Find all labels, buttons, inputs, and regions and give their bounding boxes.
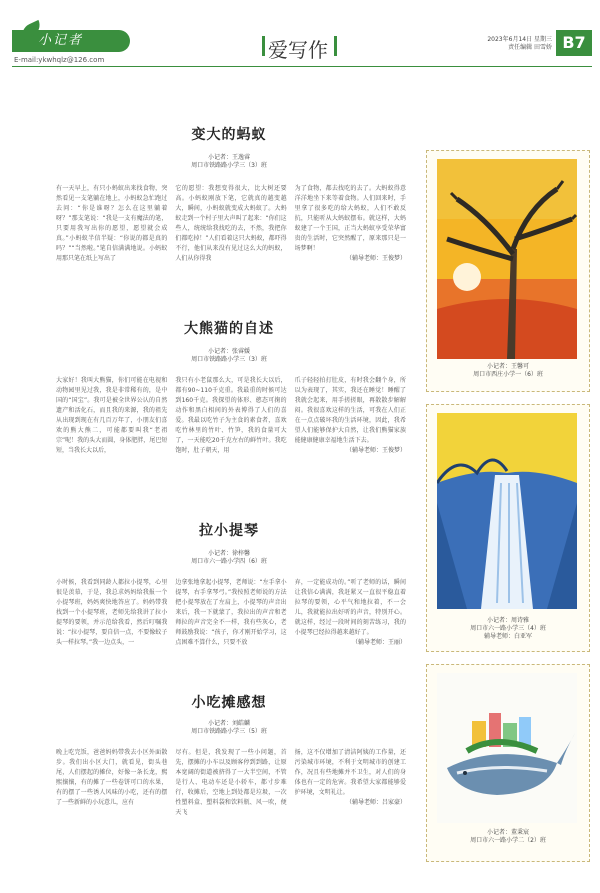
page-number: B7 [556,30,592,56]
article-column: 有一天早上，有只小蚂蚁出来找食物，突然看见一支笔躺在地上，小蚂蚁急忙跑过去问：“你是谁呀？怎么在这里躺着呀？”那支笔说：“我是一支有魔法的笔，只要用我写出你的愿望，愿望就会成真。”小蚂蚁半信半疑：“你说的都是真的吗？”“当然啦。”笔自信满满地说。小蚂蚁用那只笔在纸上写出了 [56,185,168,262]
article-school: 周口市铁路路小学三（3）班 [191,356,267,363]
artwork-frame [426,404,590,652]
article-reporter: 小记者：徐梓馨 [207,550,250,557]
article-school: 周口市铁路路小学三（3）班 [191,162,267,169]
article-column: 我只有小老鼠那么大，可是我长大以后，都有90~110千克重。我最重的时候可达到160千克。我探望的体形、憨态可掬的动作和黑白相间的外表博得了人们的喜爱。我最以吃竹子为主食的素食者，喜欢吃竹林里的竹叶、竹笋，我的食量可大了，一天能吃20千克左右的鲜竹叶。我吃饱时，肚子朝天，用 [175,377,287,454]
article-column: 它的愿望：我想变得很大，比大树还要高。小蚂蚁刚放下笔，它就真的越变越大，瞬间，小蚂蚁就变成大蚂蚁了。大蚂蚁走到一个村子里大声叫了起来：“你们这些人，统统给我找吃的去，不然，我把你们都吃掉！”人们看着这只大蚂蚁，都吓得不行，他们从来没有见过这么大的蚂蚁，人们从你得我 [175,185,287,262]
article-reporter: 小记者：王逸睿 [207,154,250,161]
artwork-school: 周口市六一路小学三（4）班 [470,625,546,632]
article-tutor: （辅导老师：王丽） [351,639,406,646]
article-title: 拉小提琴 [199,523,259,539]
article-column: 尽有。但是，我发现了一些小问题，首先，摆摊的小车以及顾客停到到路，让原本宽阔的街道被挤得了一大半空间，不管是行人、电动车还是小轿车，都寸步难行，收摊后，空地上到处都是垃圾，一次性塑料盒、塑料袋和饮料瓶、风一吹，便天飞 [175,749,287,816]
header-rule [12,66,592,67]
article-body [56,748,406,870]
article-tutor: （辅导老师：吕家豪） [345,799,406,806]
article-column: 弃，一定能成功的。”听了老师的话，瞬间让我信心满满，我赶紧又一直很平稳直着拉琴的要领，心平气和地拉着，不一会儿，我就能拉出好听的声音，特别开心。就这样，经过一段时间的刻苦练习，我的小提琴已经拉得越来越好了。 （辅导老师：王丽） [294,579,406,646]
article-school: 周口市六一路小学四（6）班 [191,558,267,565]
artwork-frame [426,150,590,392]
artwork-reporter: 小记者：董秉宸 [486,829,529,836]
article-body [56,184,406,294]
article-column: 扬，这不仅增加了清洁阿姨的工作量，还污染城市环境，不利于文明城市的创建工作，况且有些地摊并不卫生，对人们的身体也有一定的危害。我希望大家都能够爱护环境，文明礼让。 （辅导老师：吕家豪） [294,749,406,806]
article-body [56,376,406,506]
artwork-reporter: 小记者：王馨可 [486,363,529,370]
brand-title: 小记者 [38,33,84,48]
article-school: 周口市铁路路小学三（5）班 [191,728,267,735]
article-tutor: （辅导老师：王俊梦） [345,255,406,262]
artwork-school: 周口市西庄小学一（6）班 [473,371,543,378]
section-bar-left [262,36,265,56]
artwork-frame [426,664,590,862]
section-bar-right [334,36,337,56]
article-column: 边拿张地拿起小提琴，老师说：“左手拿小提琴，右手拿琴弓。”我按照老师说的方法把小提琴放在了左肩上，小提琴的声音出来后，我一下就蒙了，我拉出的声音和老师拉的声音完全不一样，我有些灰心，老师鼓励我说：“孩子，你才刚开始学习，这点困难不算什么，只要不放 [175,579,287,646]
article-title: 变大的蚂蚁 [191,127,267,143]
article-column: 大家好！我叫大熊猫，你们可能在电视和动物园里见过我，我是非常稀有的，是中国的“国宝”。我可是被全世界公认的自然遗产和活化石，而且我的来源，我的祖先从出现到现在有几百万年了，小朋友们喜欢的熊大熊二，可能都要叫我“老祖宗”呢！我的头大而圆，身体肥胖，尾巴短短，当我长大以后， [56,377,168,454]
artwork-reporter: 小记者：周诗雅 [486,617,529,624]
waterfall-painting [437,413,577,609]
contact-email[interactable]: E-mail:ykwhqlz@126.com [14,56,105,64]
issue-info [430,36,552,52]
article-body [56,578,406,708]
article-column: 为了食物，都去找吃的去了。大蚂蚁得意洋洋地坐下来等着食物。人们回来时，手里拿了很多吃的给大蚂蚁，人们不敢反抗，只能听从大蚂蚁摆布。就这样，大蚂蚁建了一个王国，正当大蚂蚁享受荣华富贵的生活时，它突然醒了，原来那只是一场梦啊！ （辅导老师：王俊梦） [294,185,406,262]
article-reporter: 小记者：张睿媛 [207,348,250,355]
article-title: 小吃摊感想 [191,695,267,711]
section-title: 爱写作 [268,38,328,62]
artwork-school: 周口市六一路小学二（2）班 [470,837,546,844]
issue-editor: 责任编辑 田雪娇 [508,44,552,51]
article-title: 大熊猫的自述 [184,321,274,337]
article-column: 爪子轻轻拍打肚皮，有时我会翻个身，所以为表现了，其实，我还在睡觉！睡醒了我就会起来，用手搓搓眼，再散散步解解闷。我很喜欢这样的生活，可我在人们正在一点点破坏我的生活环境，因此，我希望人们能够保护大自然，让我们熊猫家族能健康健康幸福地生活下去。 （辅导老师：王俊梦） [294,377,406,454]
issue-date: 2023年6月14日 星期三 [487,36,552,43]
article-tutor: （辅导老师：王俊梦） [345,447,406,454]
article-column: 晚上吃完饭，爸爸妈妈带我去小区外面散步。我们出小区大门，就看见，街头巷尾，人们摆起的摊位，好像一条长龙，熙熙攘攘，有的摊了一些卷饼可口的水果，有的摆了一些诱人风味的小吃，还有的摆了一些新鲜的小玩意儿，应有 [56,749,168,806]
article-column: 小时候，我看到同龄人都拉小提琴，心里很是羡慕，于是，我总求妈妈给我报一个小提琴班，妈妈爽快地答应了。妈妈带我找到一个小提琴班，老师先给我讲了拉小提琴的要领，并示范给我看，然后叮嘱我说：“拉小提琴，要自信一点，不要像蚊子头一样拉琴。”我一边点头，一 [56,579,168,646]
whale-painting [437,673,577,823]
articles-panel [40,118,418,874]
article-reporter: 小记者：刘皓麟 [207,720,250,727]
tree-sunset-painting [437,159,577,359]
artwork-tutor: 辅导老师：白亚军 [483,633,532,640]
